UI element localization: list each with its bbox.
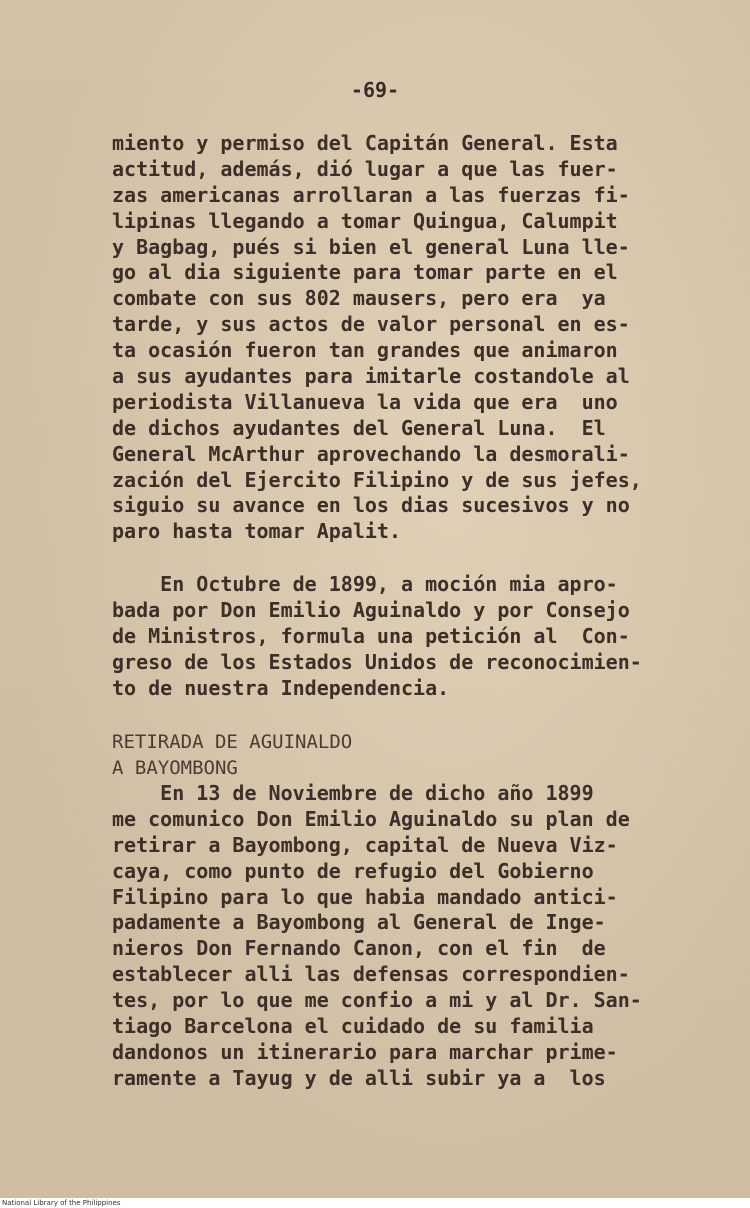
- text-line: tarde, y sus actos de valor personal en es-: [112, 312, 630, 337]
- text-line: bada por Don Emilio Aguinaldo y por Consejo: [112, 597, 630, 622]
- text-line: de dichos ayudantes del General Luna. El: [112, 415, 606, 440]
- text-line: miento y permiso del Capitán General. Esta: [112, 131, 618, 155]
- text-line: go al dia siguiente para tomar parte en el: [112, 260, 618, 285]
- footer-credit: National Library of the Philippines: [2, 1199, 121, 1207]
- section-heading: [112, 730, 692, 782]
- text-line: En Octubre de 1899, a moción mia apro-: [112, 572, 618, 596]
- heading-line-1: RETIRADA DE AGUINALDO: [112, 731, 353, 753]
- text-line: de Ministros, formula una petición al Con-: [112, 623, 630, 648]
- text-line: ramente a Tayug y de alli subir ya a los: [112, 1065, 606, 1090]
- text-line: zas americanas arrollaran a las fuerzas fi-: [112, 182, 630, 207]
- heading-line-2: A BAYOMBONG: [112, 756, 238, 779]
- text-line: y Bagbag, pués si bien el general Luna lle-: [112, 234, 630, 259]
- text-line: General McArthur aprovechando la desmorali-: [112, 441, 630, 466]
- text-line: En 13 de Noviembre de dicho año 1899: [112, 781, 594, 805]
- text-line: padamente a Bayombong al General de Inge-: [112, 910, 606, 935]
- text-line: a sus ayudantes para imitarle costandole al: [112, 364, 630, 389]
- page-number: -69-: [350, 78, 400, 102]
- text-line: nieros Don Fernando Canon, con el fin de: [112, 936, 606, 961]
- text-line: ta ocasión fueron tan grandes que animaron: [112, 338, 618, 363]
- text-line: actitud, además, dió lugar a que las fuer-: [112, 156, 618, 181]
- paragraph-1: [112, 131, 692, 545]
- text-line: tiago Barcelona el cuidado de su familia: [112, 1014, 594, 1039]
- text-line: periodista Villanueva la vida que era uno: [112, 389, 618, 414]
- text-line: caya, como punto de refugio del Gobierno: [112, 858, 594, 883]
- text-line: lipinas llegando a tomar Quingua, Calumpit: [112, 208, 618, 233]
- paragraph-2: [112, 572, 692, 701]
- paragraph-3: [112, 781, 692, 1092]
- text-line: combate con sus 802 mausers, pero era ya: [112, 286, 606, 311]
- text-line: retirar a Bayombong, capital de Nueva Viz-: [112, 832, 618, 857]
- text-line: paro hasta tomar Apalit.: [112, 519, 401, 544]
- text-line: siguio su avance en los dias sucesivos y no: [112, 493, 630, 518]
- text-line: Filipino para lo que habia mandado antici-: [112, 884, 618, 909]
- text-line: establecer alli las defensas correspondien-: [112, 962, 630, 987]
- text-line: me comunico Don Emilio Aguinaldo su plan de: [112, 806, 630, 831]
- text-line: to de nuestra Independencia.: [112, 675, 450, 700]
- text-line: tes, por lo que me confio a mi y al Dr. San-: [112, 988, 642, 1013]
- text-line: zación del Ejercito Filipino y de sus jefes,: [112, 467, 642, 492]
- text-line: dandonos un itinerario para marchar prime-: [112, 1039, 618, 1064]
- text-line: greso de los Estados Unidos de reconocimien-: [112, 649, 642, 674]
